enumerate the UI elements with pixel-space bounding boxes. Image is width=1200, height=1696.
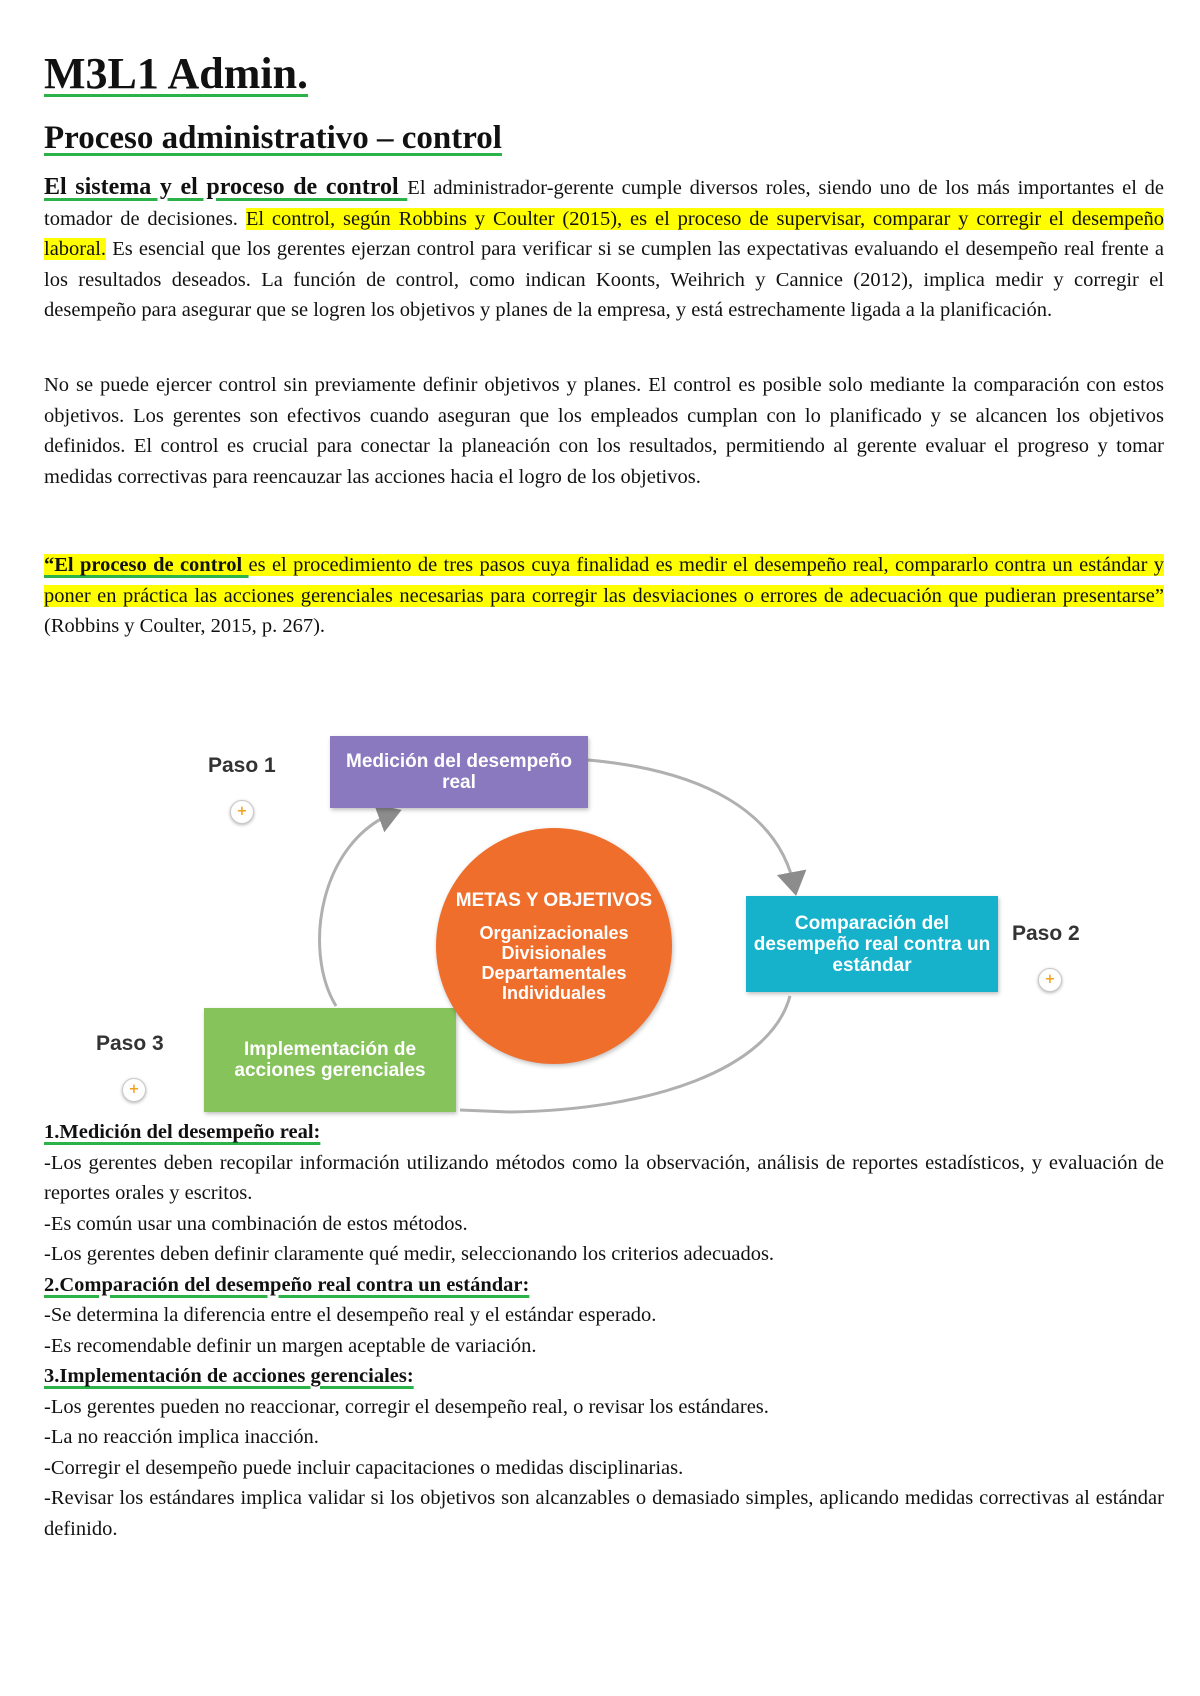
steps-sections xyxy=(44,1117,1164,1544)
intro-lead-heading: El sistema y el proceso de control xyxy=(44,174,408,200)
step-2-label: Paso 2 xyxy=(1012,922,1080,945)
section-2-item: -Es recomendable definir un margen aceptable de variación. xyxy=(44,1334,537,1357)
section-2-heading: 2.Comparación del desempeño real contra un estándar: xyxy=(44,1273,530,1296)
section-3-heading: 3.Implementación de acciones gerenciales: xyxy=(44,1365,414,1387)
section-2-item: -Se determina la diferencia entre el desempeño real y el estándar esperado. xyxy=(44,1304,657,1326)
goals-circle xyxy=(436,828,672,1064)
intro-highlight: El control, según Robbins y Coulter (2015), es el proceso de supervisar, comparar y corregir el desempeño laboral. xyxy=(44,207,1164,260)
step-1-label: Paso 1 xyxy=(208,754,276,777)
step-3-box: Implementación de acciones gerenciales xyxy=(204,1008,456,1112)
arrow-step3-to-step1 xyxy=(320,812,396,1006)
goal-level: Individuales xyxy=(501,982,607,1003)
section-3-item: -Los gerentes pueden no reaccionar, corregir el desempeño real, o revisar los estándares. xyxy=(44,1395,769,1418)
step-1-plus-icon[interactable]: + xyxy=(230,800,254,824)
page-subtitle: Proceso administrativo – control xyxy=(44,120,502,156)
quote-highlight: es el procedimiento de tres pasos cuya finalidad es medir el desempeño real, compararlo contra un estándar y poner en práctica las acciones gerenciales necesarias para corregir las desviaciones o errores de adecuación que pudieran presentarse” xyxy=(44,554,1164,607)
quote-open: “El proceso de control xyxy=(44,554,249,576)
step-1-box: Medición del desempeño real xyxy=(330,736,588,808)
goal-level: Divisionales xyxy=(501,942,607,963)
goal-level: Departamentales xyxy=(481,962,627,983)
intro-text-a: El administrador-gerente cumple diversos roles, siendo uno de los más importantes el de tomador de decisiones. xyxy=(44,177,1164,230)
intro-paragraph-1 xyxy=(44,172,1164,326)
page-title: M3L1 Admin. xyxy=(44,49,309,98)
quote-citation: (Robbins y Coulter, 2015, p. 267). xyxy=(44,615,326,637)
step-3-plus-icon[interactable]: + xyxy=(122,1078,146,1102)
section-3-item: -La no reacción implica inacción. xyxy=(44,1426,319,1448)
section-1-item: -Los gerentes deben definir claramente qué medir, seleccionando los criterios adecuados. xyxy=(44,1243,775,1265)
section-1-heading: 1.Medición del desempeño real: xyxy=(44,1121,321,1143)
section-3-item: -Revisar los estándares implica validar si los objetivos son alcanzables o demasiado simples, aplicando medidas correctivas al estándar definido. xyxy=(44,1487,1164,1540)
goals-title: METAS Y OBJETIVOS xyxy=(455,889,653,911)
section-1-item: -Los gerentes deben recopilar información utilizando métodos como la observación, análisis de reportes estadísticos, y evaluación de reportes orales y escritos. xyxy=(44,1151,1164,1204)
goal-level: Organizacionales xyxy=(479,922,629,943)
step-2-plus-icon[interactable]: + xyxy=(1038,968,1062,992)
control-process-diagram xyxy=(90,700,1120,1120)
intro-paragraph-2: No se puede ejercer control sin previamente definir objetivos y planes. El control es posible solo mediante la comparación con estos objetivos. Los gerentes son efectivos cuando aseguran que los empleados cumplan con lo planificado y se alcancen los objetivos definidos. El control es crucial para conectar la planeación con los resultados, permitiendo al gerente evaluar el progreso y tomar medidas correctivas para reencauzar las acciones hacia el logro de los objetivos. xyxy=(44,374,1164,488)
step-2-box: Comparación del desempeño real contra un estándar xyxy=(746,896,998,992)
quote-paragraph xyxy=(44,550,1164,642)
step-3-label: Paso 3 xyxy=(96,1032,164,1055)
section-3-item: -Corregir el desempeño puede incluir capacitaciones o medidas disciplinarias. xyxy=(44,1456,684,1479)
intro-text-b: Es esencial que los gerentes ejerzan control para verificar si se cumplen las expectativas evaluando el desempeño real frente a los resultados deseados. La función de control, como indican Koonts, Weihrich y Cannice (2012), implica medir y corregir el desempeño para asegurar que se logren los objetivos y planes de la empresa, y está estrechamente ligada a la planificación. xyxy=(44,238,1164,321)
section-1-item: -Es común usar una combinación de estos métodos. xyxy=(44,1212,468,1235)
